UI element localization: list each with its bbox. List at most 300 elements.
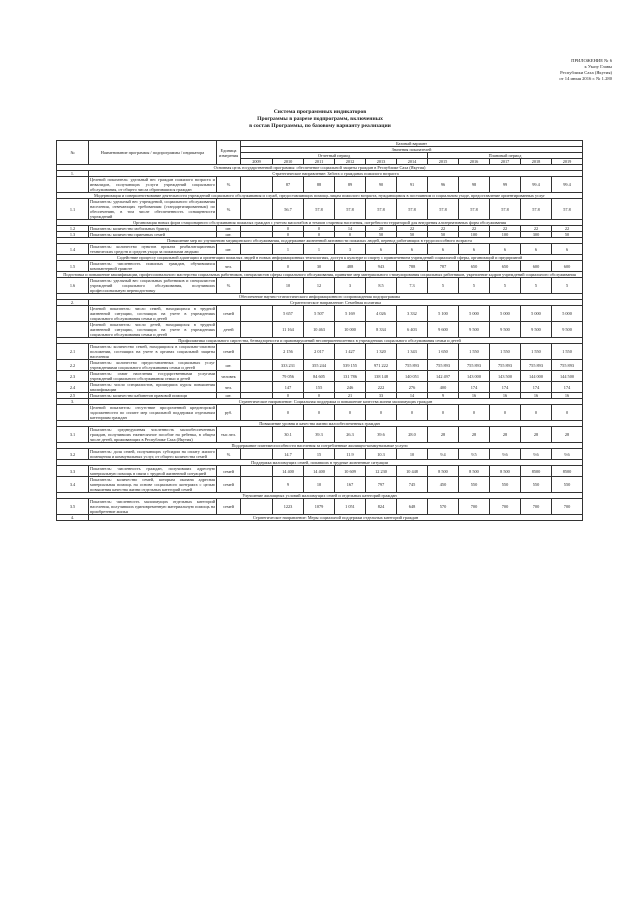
indicator-name: Показатель: количество кабинетов правовой помощи [89,393,217,399]
value-cell-empty [241,360,273,371]
value-cell: 1079 [304,499,335,515]
value-cell: 28 [490,427,521,443]
header-year: 2018 [521,159,552,165]
value-cell: 7.3 [397,278,428,294]
value-cell: 99.4 [552,177,583,193]
value-cell: 96 [428,177,459,193]
span-text: Модернизация и совершенствование деятельности учреждений социального обслуживания и служб, предоставляющих помощь лицам пожилого возраста, нуждающимся в постоянном и социальном уходе, предоставление ориентированных услуг [57,193,583,199]
value-cell: 142 497 [428,371,459,382]
row-num: 1. [57,171,89,177]
value-cell: 99 [490,177,521,193]
value-cell: 9.6 [490,449,521,460]
row-num: 4. [57,515,89,521]
value-cell: 755 893 [552,360,583,371]
value-cell-empty [241,177,273,193]
value-cell: 50 [552,232,583,238]
value-cell: 5 507 [304,306,335,322]
value-cell: 0 [273,261,304,272]
value-cell: 6 [428,244,459,255]
value-cell: 174 [552,382,583,393]
header-year: 2014 [397,159,428,165]
value-cell: 14.7 [273,449,304,460]
value-cell: 6 [366,244,397,255]
value-cell: 1 650 [428,344,459,360]
header-year: 2013 [366,159,397,165]
value-cell: 143 000 [459,371,490,382]
value-cell: 87 [273,177,304,193]
value-cell-empty [241,466,273,477]
table-row [57,360,583,371]
value-cell: 5 000 [521,306,552,322]
value-cell: 5 657 [273,306,304,322]
value-cell: 10 [397,449,428,460]
value-cell: 26.3 [335,427,366,443]
value-cell: 5 000 [552,306,583,322]
value-cell: 10.3 [366,449,397,460]
value-cell: 90 [366,177,397,193]
value-cell: 5 100 [428,306,459,322]
value-cell: 174 [521,382,552,393]
indicator-unit: тыс.чел. [217,427,241,443]
value-cell: 6 [459,244,490,255]
row-num: 2.4 [57,382,89,393]
indicator-name: Показатель: удельный вес социальных работников и специалистов учреждений социального обслуживания, получивших профессиональную переподготовку [90,278,215,293]
value-cell-empty [241,405,273,421]
value-cell: 1223 [273,499,304,515]
row-num: 1.4 [57,244,89,255]
span-text: Организация новых форм стационарного обслуживания пожилых граждан с учетом масштабов и темпов старения населения, потребности территорий для внедрения альтернативных форм обслуживания [57,220,583,226]
row-num [57,322,89,338]
table-row-span [57,220,583,226]
value-cell: 140 051 [397,371,428,382]
row-num [57,306,89,322]
value-cell: 9.6 [521,449,552,460]
value-cell: 6 403 [397,322,428,338]
row-num [57,177,89,193]
table-row [57,405,583,421]
value-cell: 5 000 [490,306,521,322]
value-cell: 57.8 [366,199,397,220]
value-cell: 167 [335,477,366,493]
value-cell: 14 400 [304,466,335,477]
value-cell: 15 [304,449,335,460]
value-cell: 50 [397,232,428,238]
indicator-name: Показатель: доля семей, получающих субсидии на оплату жилого помещения и коммунальных услуг, от общего количества семей [90,449,215,459]
value-cell: 539 155 [335,360,366,371]
span-text: Основная цель государственной программы: обеспечение социальной защиты граждан в Республике Саха (Якутия) [57,165,583,171]
indicator-unit: шт. [217,226,241,232]
value-cell: 450 [428,477,459,493]
table-row [57,306,583,322]
value-cell: 1 550 [552,344,583,360]
value-cell-empty [241,449,273,460]
value-cell: 3 [335,244,366,255]
table-row [57,371,583,382]
value-cell: 0 [397,405,428,421]
value-cell: 300 [521,232,552,238]
table-row [57,499,583,515]
value-cell: 650 [459,261,490,272]
value-cell: 10 463 [304,322,335,338]
indicator-name: Показатель: удельный вес учреждений, социального обслуживания населения, отвечающих требованиям (стандартизированным) по обеспечению, в том числе обеспеченность оснащенности учреждений [90,199,215,219]
value-cell: 9 500 [552,322,583,338]
value-cell: 56.7 [273,199,304,220]
value-cell: 8 500 [490,466,521,477]
value-cell: 550 [459,477,490,493]
table-row-span [57,255,583,261]
value-cell: 91 [397,177,428,193]
value-cell: 144 500 [552,371,583,382]
row-num: 1.5 [57,261,89,272]
value-cell: 28 [459,427,490,443]
value-cell: 550 [490,477,521,493]
value-cell: 144 000 [521,371,552,382]
row-num: 3.2 [57,449,89,460]
indicator-unit: % [217,278,241,294]
value-cell: 57.8 [335,199,366,220]
table-row [57,393,583,399]
value-cell: 50 [366,232,397,238]
value-cell-empty [241,344,273,360]
value-cell-empty [241,499,273,515]
table-row [57,177,583,193]
header-year: 2019 [552,159,583,165]
table-row [57,199,583,220]
value-cell: 12 230 [366,466,397,477]
row-num: 2.1 [57,344,89,360]
value-cell-empty [241,199,273,220]
value-cell: 1 320 [366,344,397,360]
indicator-name: Целевой показатель: число детей, находящихся в трудной жизненной ситуации, состоящих на учете в учреждениях социального обслуживания семьи и детей [90,322,215,337]
row-num: 1.3 [57,232,89,238]
span-text: Профилактика социального сиротства, безнадзорности и правонарушений несовершеннолетних в учреждениях социального обслуживания семьи и детей [57,338,583,344]
value-cell: 28 [521,427,552,443]
value-cell: 9.6 [552,449,583,460]
value-cell-empty [241,261,273,272]
value-cell: 16 [490,393,521,399]
table-row-span [57,193,583,199]
table-row-section [57,515,583,521]
value-cell: 0 [273,405,304,421]
value-cell: 0 [304,232,335,238]
span-text: Поддержание платежеспособности населения за потребленные жилищно-коммунальные услуги [57,443,583,449]
value-cell: 0 [304,226,335,232]
table-row [57,477,583,493]
value-cell: 99.4 [521,177,552,193]
value-cell: 10 448 [397,466,428,477]
header-base-variant: Базовый вариант [241,141,583,147]
value-cell: 6 [521,244,552,255]
value-cell: 700 [521,499,552,515]
value-cell: 0 [366,405,397,421]
value-cell-empty [241,322,273,338]
row-num: 2.3 [57,371,89,382]
value-cell: 2 017 [304,344,335,360]
value-cell: 8.5 [366,278,397,294]
indicator-unit: % [217,449,241,460]
value-cell: 797 [366,477,397,493]
value-cell: 5 [552,278,583,294]
indicator-name: Целевой показатель: число семей, находящихся в трудной жизненной ситуации, состоящих на учете в учреждениях социального обслуживания семьи и детей [90,306,215,321]
value-cell: 30.1 [273,427,304,443]
annex-line-2: к Указу Главы [584,64,612,69]
header-num: № [57,141,89,165]
header-reporting-period: Отчетный период [241,153,428,159]
section-title: Стратегическое направление: Социальная поддержка и повышение качества жизни малоимущих граждан [89,399,583,405]
value-cell: 0 [335,232,366,238]
indicator-name: Целевой показатель: отсутствие просроченной кредиторской задолженности по оплате мер социальной поддержки отдельным категориям граждан [90,405,215,420]
value-cell: 788 [397,261,428,272]
indicator-name: Показатель: численность граждан, получивших адресную материальную помощь в связи с трудной жизненной ситуацией [90,466,215,476]
value-cell: 5 [459,278,490,294]
row-num: 2.2 [57,360,89,371]
indicator-name: Показатель: численность малоимущих отдельных категорий населения, получивших единовременную материальную помощь на приобретение жилья [90,499,215,514]
value-cell: 57.8 [428,199,459,220]
value-cell: 0 [273,393,304,399]
indicator-name: Показатель: численность пожилых граждан, обучившихся компьютерной грамоте [90,261,215,271]
value-cell: 9.5 [459,449,490,460]
value-cell: 100 [459,232,490,238]
value-cell: 11.9 [335,449,366,460]
value-cell: 28 [428,427,459,443]
value-cell: 0 [304,393,335,399]
value-cell: 222 [366,382,397,393]
value-cell: 57.8 [521,199,552,220]
value-cell: 9 [428,393,459,399]
value-cell: 600 [552,261,583,272]
value-cell: 89 [335,177,366,193]
document-title [150,109,490,130]
span-text: Поддержка малоимущих семей, попавших в трудные жизненные ситуации [57,460,583,466]
value-cell: 28 [552,427,583,443]
title-line-3: в состав Программы, по базовому варианту реализации [249,123,391,129]
indicator-name: Показатель: среднедушевая численность малообеспеченных граждан, получивших ежемесячное пособие на ребенка, в общем числе детей, проживающих в Республике Саха (Якутия) [90,427,215,442]
value-cell: 0 [304,405,335,421]
row-num: 1.6 [57,278,89,294]
value-cell: 755 893 [397,360,428,371]
indicator-name: Показатель: количество мобильных бригад [89,226,217,232]
table-row [57,427,583,443]
annex-line-4: от 14 июня 2016 г. № 1.280 [559,76,612,81]
value-cell: 650 [490,261,521,272]
header-year: 2015 [428,159,459,165]
value-cell: 28.0 [397,427,428,443]
indicator-unit: семей [217,344,241,360]
indicator-unit: семей [217,477,241,493]
header-indicator-values: Значения показателей [241,147,583,153]
value-cell: 1 550 [459,344,490,360]
value-cell: 10 000 [335,322,366,338]
value-cell: 755 893 [490,360,521,371]
value-cell: 333 231 [273,360,304,371]
span-text: Улучшение жилищных условий малоимущих семей и отдельных категорий граждан [57,493,583,499]
row-num: 3.1 [57,427,89,443]
value-cell: 246 [335,382,366,393]
value-cell: 824 [366,499,397,515]
table-body [57,165,583,521]
value-cell: 550 [552,477,583,493]
value-cell: 9 500 [459,322,490,338]
header-year: 2011 [304,159,335,165]
value-cell: 10 [273,278,304,294]
value-cell: 14 [335,226,366,232]
indicator-name: Показатель: охват населения государственными услугами учреждений социального обслуживания семьи и детей [90,371,215,381]
value-cell: 8 500 [428,466,459,477]
value-cell: 9.4 [428,449,459,460]
value-cell: 3 [335,278,366,294]
value-cell: 22 [552,226,583,232]
value-cell: 57.8 [490,199,521,220]
value-cell: 0 [273,226,304,232]
row-num: 2. [57,300,89,306]
indicator-unit: человек [217,371,241,382]
value-cell-empty [241,278,273,294]
value-cell: 9 600 [428,322,459,338]
table-row [57,232,583,238]
row-num: 2.5 [57,393,89,399]
table-row [57,278,583,294]
value-cell: 1 550 [521,344,552,360]
indicator-unit: шт. [217,232,241,238]
value-cell: 5 [490,278,521,294]
row-num: 1.1 [57,199,89,220]
value-cell: 755 893 [428,360,459,371]
value-cell: 22 [397,226,428,232]
value-cell: 50 [428,232,459,238]
span-text: Содействие процессу социальной адаптации и ориентации пожилых людей в новых информационных технологиях, доступ к культуре и спорту с привлечением учреждений социальной сферы, организаций и предприятий [57,255,583,261]
indicator-unit: чел. [217,382,241,393]
value-cell: 39.6 [366,427,397,443]
section-title: Стратегическое направление: Меры социальной поддержки отдельных категорий граждан [89,515,583,521]
value-cell: 943 [366,261,397,272]
value-cell: 1 [304,244,335,255]
row-num: 1.2 [57,226,89,232]
header-planned-period: Плановый период [428,153,583,159]
indicator-name: Показатель: количество предоставленных социальных услуг учреждениями социального обслуживания семьи и детей [90,360,215,370]
value-cell: 22 [428,226,459,232]
value-cell: 6 [490,244,521,255]
value-cell: 745 [397,477,428,493]
value-cell: 16 [552,393,583,399]
value-cell: 57.8 [397,199,428,220]
indicator-unit: шт. [217,244,241,255]
table-row [57,226,583,232]
value-cell: 1 427 [335,344,366,360]
row-num: 3. [57,399,89,405]
row-num: 3.4 [57,477,89,493]
span-text: Повышение уровня и качества жизни малообеспеченных граждан [57,421,583,427]
value-cell: 4 026 [366,306,397,322]
value-cell: 700 [490,499,521,515]
value-cell: 570 [428,499,459,515]
value-cell: 9 500 [490,322,521,338]
value-cell: 6 [397,244,428,255]
indicator-name: Показатель: количество семей, находящихся в социально-опасном положении, состоящих на учете в органах социальной защиты населения [90,344,215,359]
value-cell-empty [241,427,273,443]
value-cell: 57.8 [459,199,490,220]
table-row [57,344,583,360]
table-row [57,322,583,338]
value-cell: 0 [552,405,583,421]
value-cell: 12 [304,278,335,294]
value-cell: 8500 [521,466,552,477]
value-cell: 700 [459,499,490,515]
value-cell: 0 [490,405,521,421]
value-cell: 10 609 [335,466,366,477]
value-cell: 600 [521,261,552,272]
value-cell: 700 [552,499,583,515]
span-text: Повышение мер по улучшению медицинского обслуживания, поддержание жизненной активности пожилых людей, перевод работающих в трудоспособного возраста [57,238,583,244]
value-cell: 138 148 [366,371,397,382]
title-line-1: Система программных индикаторов [273,109,367,115]
value-cell: 8 334 [366,322,397,338]
table-row [57,244,583,255]
value-cell: 131 786 [335,371,366,382]
value-cell: 1 343 [397,344,428,360]
value-cell-empty [241,306,273,322]
value-cell: 143 500 [490,371,521,382]
value-cell: 2 156 [273,344,304,360]
section-title: Стратегическое направление: Забота о гражданах пожилого возраста [89,171,583,177]
value-cell: 155 [304,382,335,393]
value-cell: 0 [521,405,552,421]
value-cell: 57.8 [552,199,583,220]
value-cell: 5 169 [335,306,366,322]
value-cell: 30 [304,261,335,272]
indicator-unit: руб. [217,405,241,421]
value-cell: 355 244 [304,360,335,371]
value-cell: 9 500 [521,322,552,338]
value-cell: 6 [552,244,583,255]
indicator-unit: детей [217,322,241,338]
value-cell: 20 [366,226,397,232]
value-cell: 971 222 [366,360,397,371]
value-cell: 84 605 [304,371,335,382]
value-cell: 14 [397,393,428,399]
value-cell: 755 893 [459,360,490,371]
value-cell: 488 [335,261,366,272]
value-cell: 1 051 [335,499,366,515]
header-year: 2016 [459,159,490,165]
indicator-unit: семей [217,466,241,477]
header-year: 2010 [273,159,304,165]
value-cell: 0 [335,405,366,421]
indicator-unit: чел. [217,261,241,272]
span-text: Подготовка и повышение квалификации, профессионального мастерства социальных работников, специалистов сферы социального обслуживания, принятие мер материального стимулирования социальных работников, укрепление кадров учреждений социального обслуживания [57,272,583,278]
value-cell: 16 [459,393,490,399]
span-text: Обеспечение научно-статистического информационного сопровождения подпрограммы [57,294,583,300]
value-cell: 22 [521,226,552,232]
value-cell: 787 [428,261,459,272]
header-year: 2017 [490,159,521,165]
value-cell: 5 [521,278,552,294]
value-cell: 5 [428,278,459,294]
value-cell: 147 [273,382,304,393]
value-cell: 21 [335,393,366,399]
annex-block [462,58,612,82]
indicators-table [56,140,583,521]
header-unit: Единица измерения [217,141,241,165]
header-year: 2009 [241,159,273,165]
value-cell: 8 500 [459,466,490,477]
indicator-unit: шт. [217,393,241,399]
indicator-unit: шт. [217,360,241,371]
row-num [57,405,89,421]
indicator-unit: семей [217,306,241,322]
value-cell-empty [241,244,273,255]
value-cell: 5 000 [459,306,490,322]
indicator-unit: семей [217,499,241,515]
